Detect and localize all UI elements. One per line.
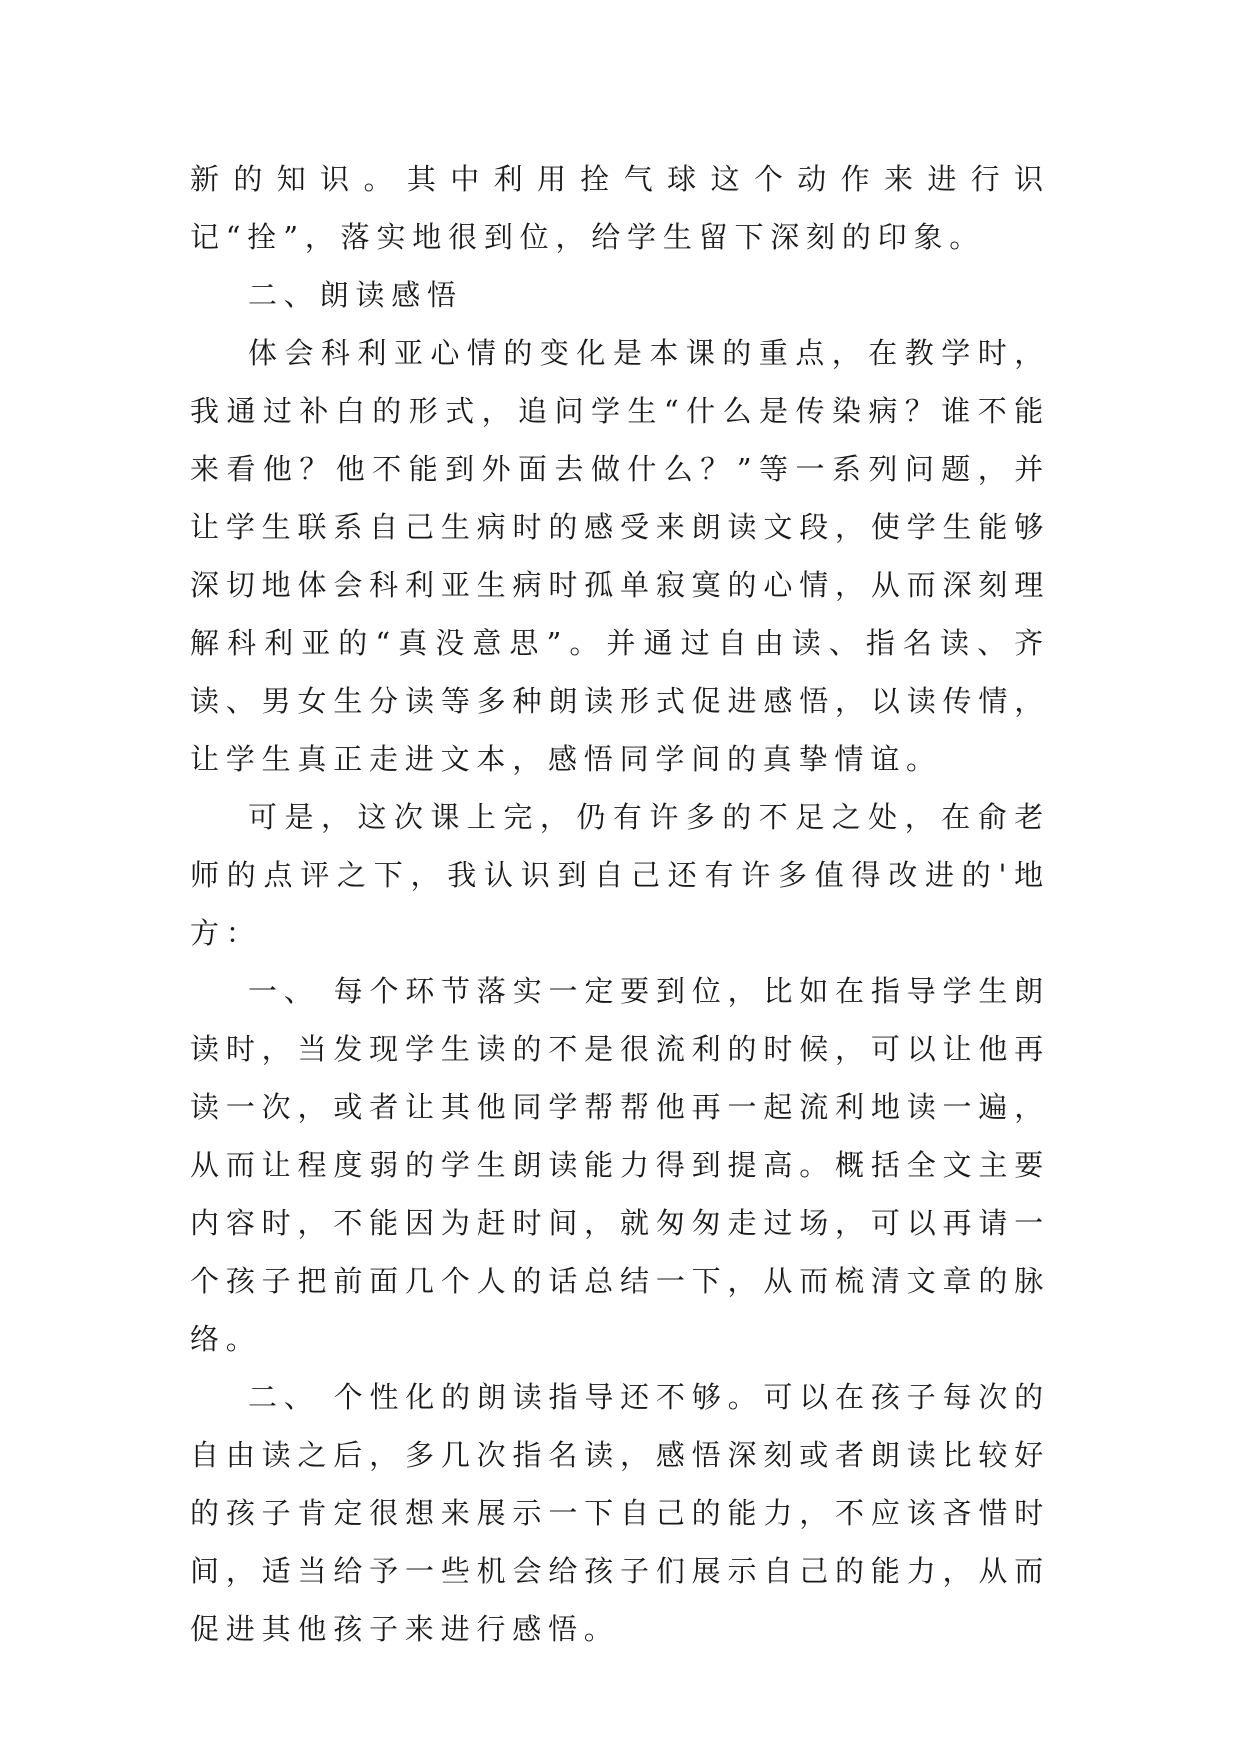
- list-item: [190, 1368, 1050, 1658]
- list-marker: 一、: [248, 974, 320, 1008]
- paragraph-body: 体会科利亚心情的变化是本课的重点，在教学时，我通过补白的形式，追问学生“什么是传染病？谁不能来看他？他不能到外面去做什么？”等一系列问题，并让学生联系自己生病时的感受来朗读文段，使学生能够深切地体会科利亚生病时孤单寂寞的心情，从而深刻理解科利亚的“真没意思”。并通过自由读、指名读、齐读、男女生分读等多种朗读形式促进感悟，以读传情，让学生真正走进文本，感悟同学间的真挚情谊。: [190, 336, 1050, 776]
- document-page: [190, 150, 1050, 1658]
- list-item-text: 个性化的朗读指导还不够。可以在孩子每次的自由读之后，多几次指名读，感悟深刻或者朗读比较好的孩子肯定很想来展示一下自己的能力，不应该吝惜时间，适当给予一些机会给孩子们展示自己的能力，从而促进其他孩子来进行感悟。: [190, 1380, 1050, 1646]
- list-item-text: 每个环节落实一定要到位，比如在指导学生朗读时，当发现学生读的不是很流利的时候，可以让他再读一次，或者让其他同学帮帮他再一起流利地读一遍，从而让程度弱的学生朗读能力得到提高。概括全文主要内容时，不能因为赶时间，就匆匆走过场，可以再请一个孩子把前面几个人的话总结一下，从而梳清文章的脉络。: [190, 974, 1050, 1356]
- paragraph-continuation: 新的知识。其中利用拴气球这个动作来进行识记“拴”，落实地很到位，给学生留下深刻的印象。: [190, 162, 1050, 254]
- list-marker: 二、: [248, 1380, 320, 1414]
- list-item: [190, 962, 1050, 1368]
- paragraph-intro: 可是，这次课上完，仍有许多的不足之处，在俞老师的点评之下，我认识到自己还有许多值得改进的'地方：: [190, 800, 1050, 950]
- section-heading: 二、朗读感悟: [248, 278, 463, 312]
